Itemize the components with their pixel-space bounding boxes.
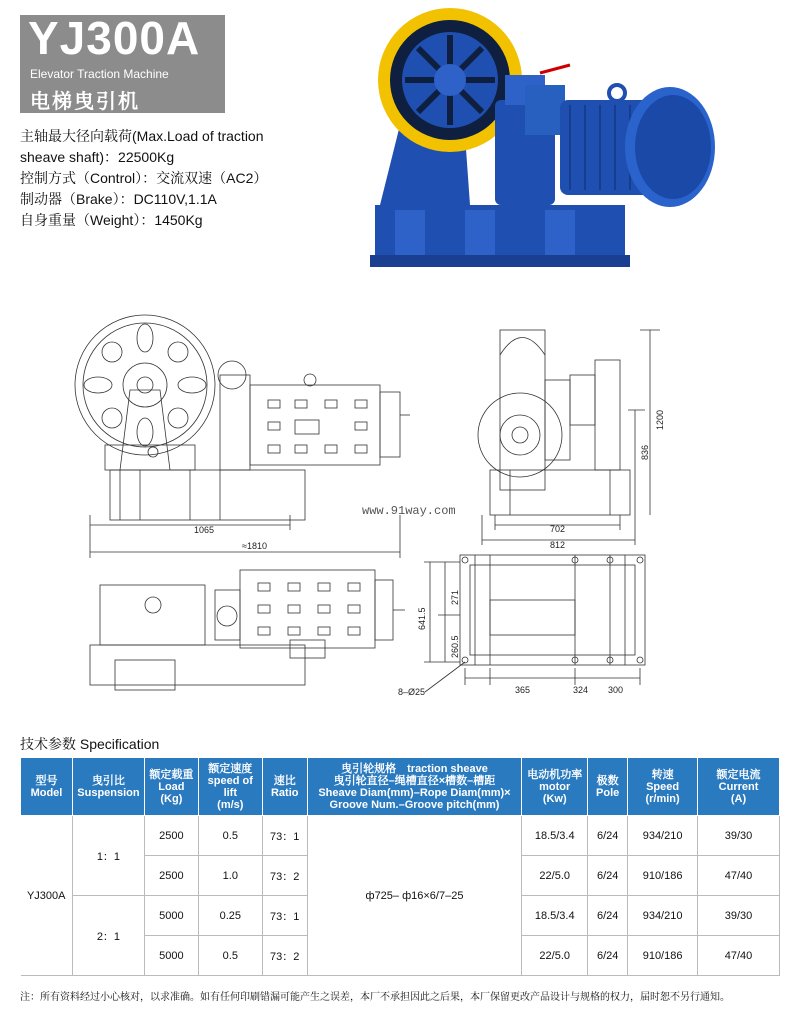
cell-load: 2500 (144, 856, 198, 896)
header-ratio: 速比 Ratio (262, 758, 307, 816)
cell-motor: 22/5.0 (522, 856, 588, 896)
dim-label: ≈1810 (242, 541, 267, 551)
cell-rspeed: 910/186 (628, 856, 698, 896)
base-plan (424, 555, 645, 692)
dim-label: 812 (550, 540, 566, 550)
cell-ratio: 73：1 (262, 816, 307, 856)
dim-label: 641.5 (417, 607, 427, 630)
cell-load: 5000 (144, 936, 198, 976)
spec-summary (20, 126, 267, 231)
cell-motor: 22/5.0 (522, 936, 588, 976)
cell-current: 39/30 (698, 816, 780, 856)
dim-label: 1200 (655, 409, 665, 430)
cell-pole: 6/24 (588, 816, 628, 856)
dim-label: 702 (550, 524, 566, 534)
watermark-text: www.91way.com (362, 504, 456, 518)
header-rspeed: 转速 Speed (r/min) (628, 758, 698, 816)
cell-pole: 6/24 (588, 896, 628, 936)
spec-line: 制动器（Brake）：DC110V,1.1A (20, 191, 217, 207)
cell-ratio: 73：2 (262, 856, 307, 896)
spec-line: 控制方式（Control）：交流双速（AC2） (20, 170, 268, 186)
cell-speed: 0.25 (198, 896, 262, 936)
cell-rspeed: 934/210 (628, 896, 698, 936)
header-pole: 极数 Pole (588, 758, 628, 816)
cell-pole: 6/24 (588, 936, 628, 976)
cell-rspeed: 934/210 (628, 816, 698, 856)
cell-speed: 1.0 (198, 856, 262, 896)
cell-rspeed: 910/186 (628, 936, 698, 976)
subtitle-chinese: 电梯曳引机 (30, 91, 140, 113)
dim-label: 365 (515, 685, 531, 695)
machine-photo (355, 5, 735, 290)
cell-load: 5000 (144, 896, 198, 936)
cell-ratio: 73：2 (262, 936, 307, 976)
cell-suspension: 2：1 (72, 896, 144, 976)
table-row (21, 816, 780, 856)
cell-model: YJ300A (21, 816, 73, 976)
header-model: 型号 Model (21, 758, 73, 816)
spec-line: sheave shaft)：22500Kg (20, 149, 175, 165)
header-suspension: 曳引比 Suspension (72, 758, 144, 816)
spec-table-title: 技术参数 Specification (20, 736, 160, 752)
subtitle-english: Elevator Traction Machine (30, 67, 169, 81)
cell-current: 47/40 (698, 936, 780, 976)
dim-label: 836 (640, 444, 650, 460)
dim-label: 271 (450, 589, 460, 605)
cell-suspension: 1：1 (72, 816, 144, 896)
header-speed: 额定速度 speed of lift (m/s) (198, 758, 262, 816)
dim-label: 1065 (194, 525, 215, 535)
header-load: 额定载重 Load (Kg) (144, 758, 198, 816)
dim-label: 300 (608, 685, 624, 695)
model-title: YJ300A (28, 12, 201, 64)
spec-line: 主轴最大径向载荷(Max.Load of traction (20, 128, 264, 144)
footnote: 注：所有资料经过小心核对，以求准确。如有任何印刷错漏可能产生之误差，本厂不承担因此之后果，本厂保留更改产品设计与规格的权力，届时恕不另行通知。 (20, 992, 730, 1003)
dim-label: 8–Ø25 (398, 687, 426, 697)
title-block (20, 12, 225, 113)
cell-motor: 18.5/3.4 (522, 816, 588, 856)
cell-ratio: 73：1 (262, 896, 307, 936)
cell-current: 39/30 (698, 896, 780, 936)
header-motor: 电动机功率 motor (Kw) (522, 758, 588, 816)
cell-current: 47/40 (698, 856, 780, 896)
spec-line: 自身重量（Weight）：1450Kg (20, 212, 203, 228)
plan-view (90, 570, 405, 690)
side-view (478, 330, 660, 545)
cell-speed: 0.5 (198, 936, 262, 976)
cell-load: 2500 (144, 816, 198, 856)
header-current: 额定电流 Current (A) (698, 758, 780, 816)
dim-label: 260.5 (450, 635, 460, 658)
spec-table (20, 757, 780, 976)
cell-speed: 0.5 (198, 816, 262, 856)
cell-pole: 6/24 (588, 856, 628, 896)
dim-label: 324 (573, 685, 589, 695)
front-view (75, 315, 410, 558)
header-sheave: 曳引轮规格 traction sheave 曳引轮直径–绳槽直径×槽数–槽距 Sheave Diam(mm)–Rope Diam(mm)× Groove Num.–Groove pitch(mm) (307, 758, 522, 816)
cell-sheave: ф725– ф16×6/7–25 (307, 816, 522, 976)
cell-motor: 18.5/3.4 (522, 896, 588, 936)
